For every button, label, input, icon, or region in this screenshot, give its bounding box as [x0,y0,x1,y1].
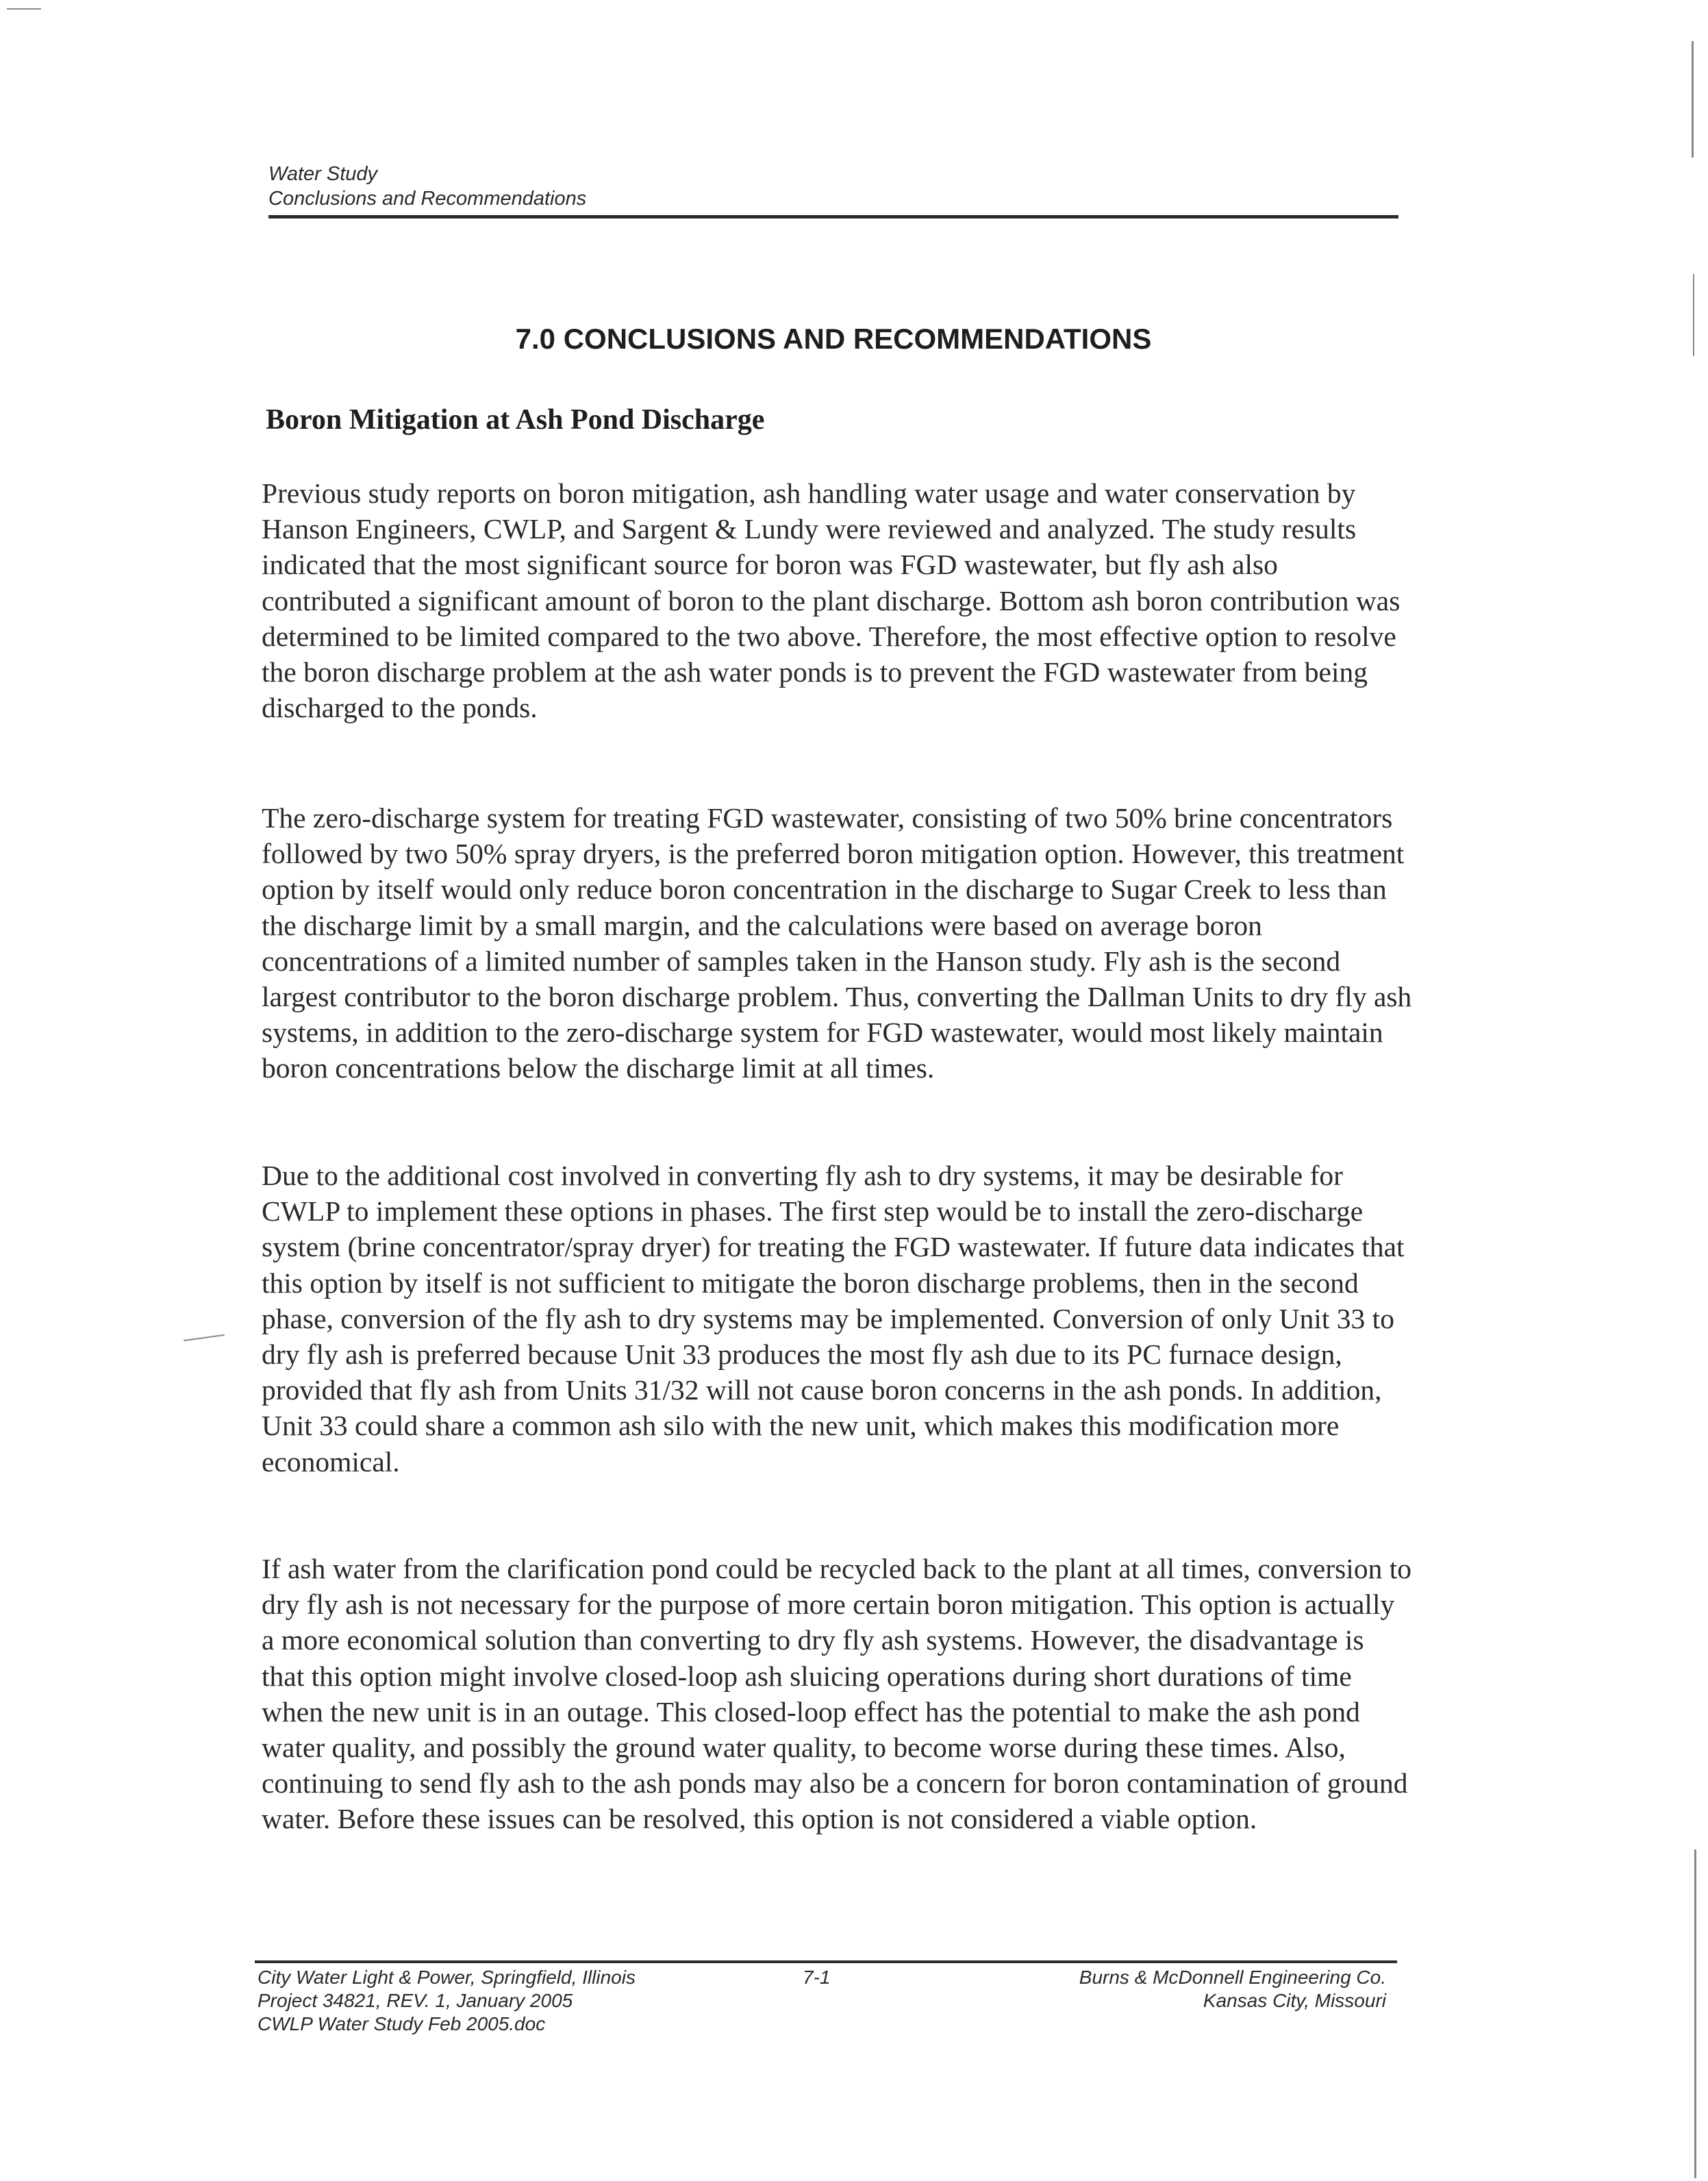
header-document-title: Water Study [268,163,378,185]
footer-filename: CWLP Water Study Feb 2005.doc [258,2013,546,2034]
footer-client: City Water Light & Power, Springfield, Illinois [258,1967,636,1988]
body-paragraph: Previous study reports on boron mitigation, ash handling water usage and water conservation by Hanson Engineers, CWLP, and Sargent & Lundy were reviewed and analyzed. The study results indicated that the most significant source for boron was FGD wastewater, but fly ash also contributed a significant amount of boron to the plant discharge. Bottom ash boron contribution was determined to be limited compared to the two above. Therefore, the most effective option to resolve the boron discharge problem at the ash water ponds is to prevent the FGD wastewater from being discharged to the ponds. [262,477,1401,724]
running-header [268,162,586,211]
page-number: 7-1 [803,1967,831,1988]
scan-mark [1694,1849,1696,2178]
scan-mark [184,1334,225,1341]
header-section-title: Conclusions and Recommendations [268,188,587,210]
footer-company: Burns & McDonnell Engineering Co. [1079,1967,1386,1988]
scan-mark [1693,274,1694,356]
footer-project: Project 34821, REV. 1, January 2005 [258,1990,573,2011]
footer-right [1079,1966,1386,2012]
footer-rule [255,1960,1397,1963]
body-paragraph: Due to the additional cost involved in converting fly ash to dry systems, it may be desirable for CWLP to implement these options in phases. The first step would be to install the zero-discharge system (brine concentrator/spray dryer) for treating the FGD wastewater. If future data indicates that this option by itself is not sufficient to mitigate the boron discharge problems, then in the second phase, conversion of the fly ash to dry systems may be implemented. Conversion of only Unit 33 to dry fly ash is preferred because Unit 33 produces the most fly ash due to its PC furnace design, provided that fly ash from Units 31/32 will not cause boron concerns in the ash ponds. In addition, Unit 33 could share a common ash silo with the new unit, which makes this modification more economical. [262,1160,1405,1478]
header-rule [268,215,1398,219]
body-paragraph: If ash water from the clarification pond could be recycled back to the plant at all times, conversion to dry fly ash is not necessary for the purpose of more certain boron mitigation. This option is actually a more economical solution than converting to dry fly ash systems. However, the disadvantage is that this option might involve closed-loop ash sluicing operations during short durations of time when the new unit is in an outage. This closed-loop effect has the potential to make the ash pond water quality, and possibly the ground water quality, to become worse during these times. Also, continuing to send fly ash to the ash ponds may also be a concern for boron contamination of ground water. Before these issues can be resolved, this option is not considered a viable option. [262,1553,1411,1835]
footer-left [258,1966,636,2036]
scan-mark [7,8,41,10]
footer-location: Kansas City, Missouri [1203,1990,1386,2011]
chapter-title: 7.0 CONCLUSIONS AND RECOMMENDATIONS [515,323,1152,355]
scan-mark [1692,41,1694,158]
section-heading: Boron Mitigation at Ash Pond Discharge [266,404,765,436]
body-paragraph: The zero-discharge system for treating FGD wastewater, consisting of two 50% brine concentrators followed by two 50% spray dryers, is the preferred boron mitigation option. However, this treatment option by itself would only reduce boron concentration in the discharge to Sugar Creek to less than the discharge limit by a small margin, and the calculations were based on average boron concentrations of a limited number of samples taken in the Hanson study. Fly ash is the second largest contributor to the boron discharge problem. Thus, converting the Dallman Units to dry fly ash systems, in addition to the zero-discharge system for FGD wastewater, would most likely maintain boron concentrations below the discharge limit at all times. [262,802,1412,1084]
